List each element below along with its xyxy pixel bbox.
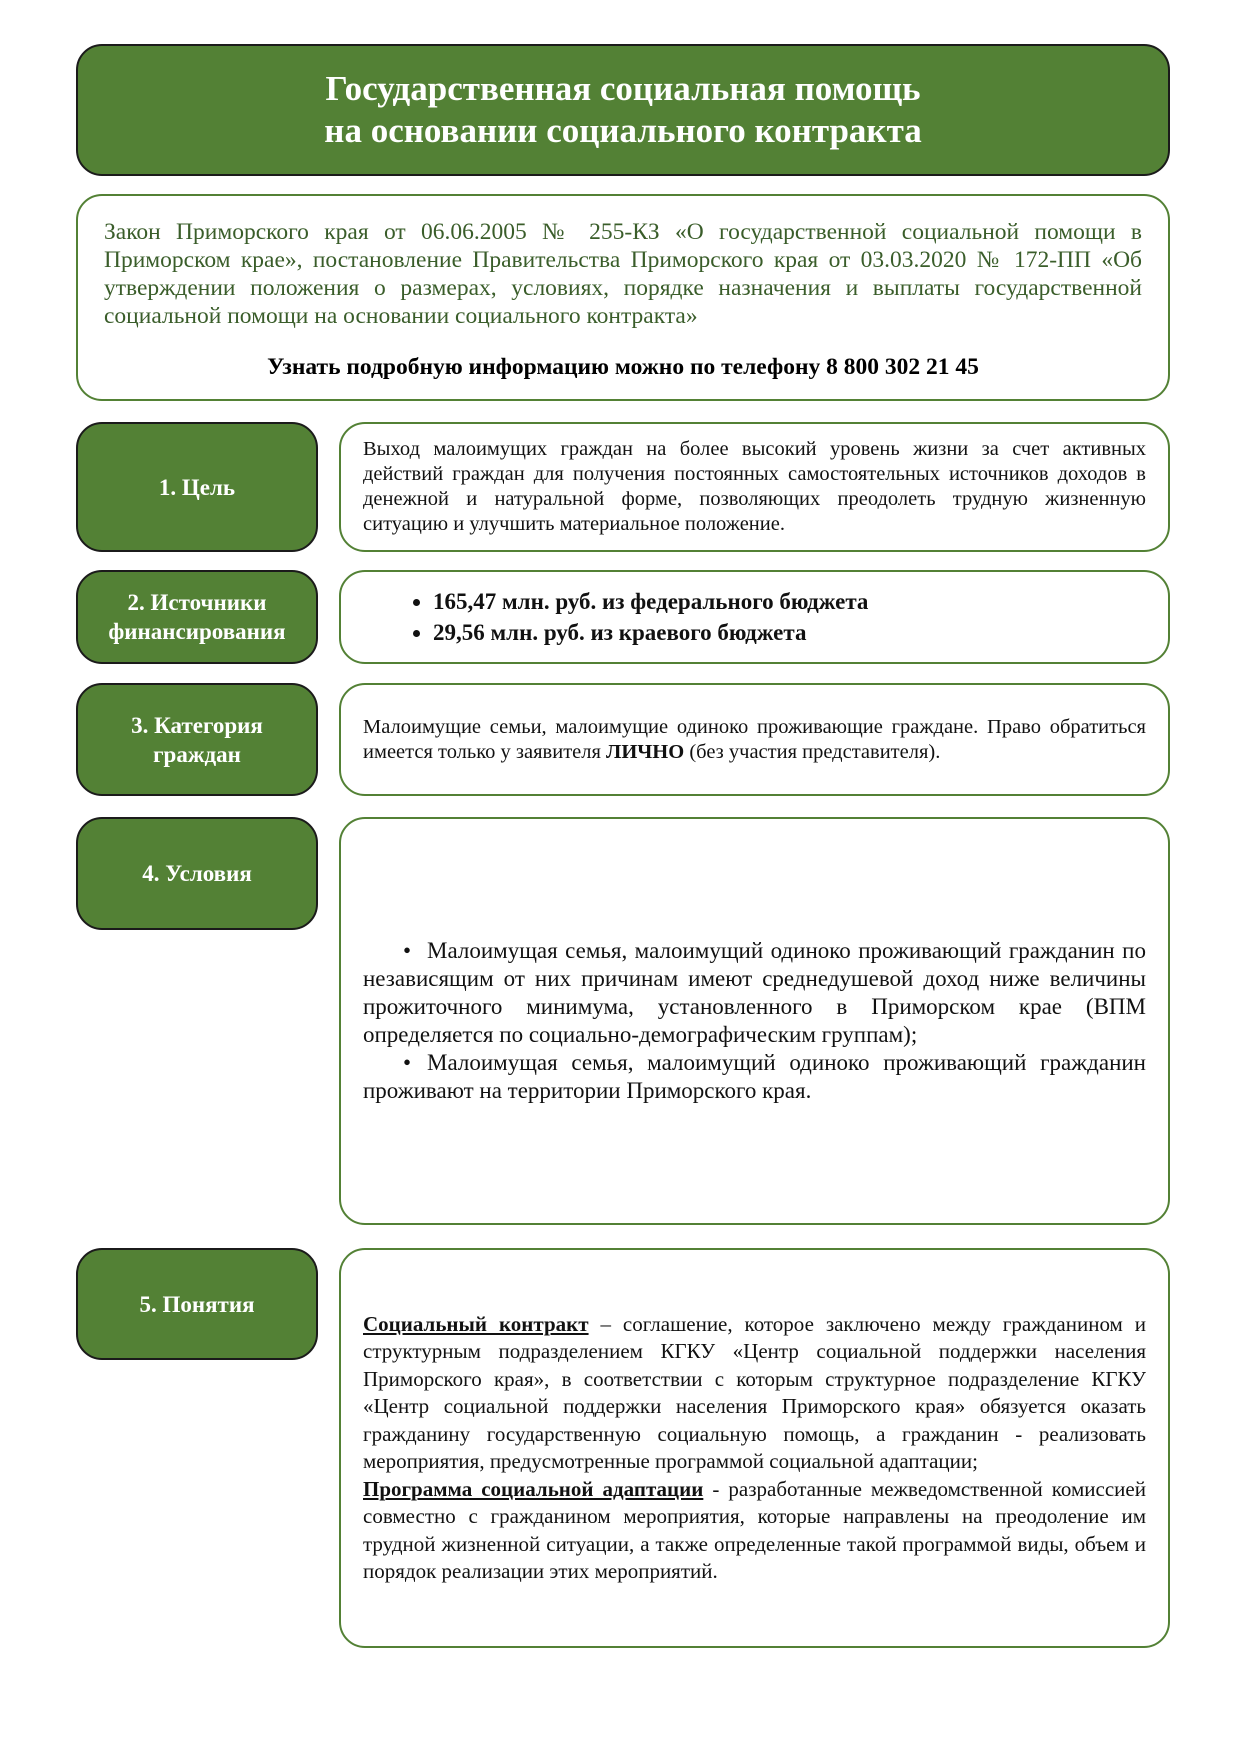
funding-label-line2: финансирования [108,619,286,644]
category-text-main: Малоимущие семьи, малоимущие одиноко проживающие граждане. Право обратиться имеется только у заявителя [363,715,1146,763]
funding-item-federal: • 165,47 млн. руб. из федерального бюджета [433,586,1146,617]
page-title-box [76,44,1170,176]
section-label-funding [76,570,318,664]
term-definition [363,1311,1146,1476]
section-label-goal [76,422,318,552]
goal-label-text: 1. Цель [158,474,236,500]
condition-item-text: Малоимущая семья, малоимущий одиноко проживающий гражданин по независящим от них причинам имеют среднедушевой доход ниже величины прожиточного минимума, установленного в Приморском крае (ВПМ определяется по социально-демографическим группам); [363,938,1146,1047]
category-text-emphasis: ЛИЧНО [606,740,685,763]
bullet-icon: • [403,1050,412,1075]
term-social-contract: Социальный контракт [363,1311,589,1336]
term-social-contract-definition: – соглашение, которое заключено между гражданином и структурным подразделением КГКУ «Центр социальной поддержки населения Приморского края», в соответствии с которым структурное подразделение КГКУ «Центр социальной поддержки населения Приморского края» обязуется оказать гражданину государственную социальную помощь, а гражданин - реализовать мероприятия, предусмотренные программой социальной адаптации; [363,1311,1147,1473]
conditions-label-text: 4. Условия [142,861,252,886]
section-content-conditions [339,817,1170,1225]
page-title-line1: Государственная социальная помощь [325,69,921,108]
section-label-category [76,683,318,796]
law-reference-text: Закон Приморского края от 06.06.2005 № 255-КЗ «О государственной социальной помощи в Приморском крае», постановление Правительства Приморского края от 03.03.2020 № 172-ПП «Об утверждении положения о размерах, условиях, порядке назначения и выплаты государственной социальной помощи на основании социального контракта» [104,219,1142,329]
category-text-tail: (без участия представителя). [684,740,941,763]
funding-item-regional: • 29,56 млн. руб. из краевого бюджета [433,617,1146,648]
term-adaptation-program-definition: - разработанные межведомственной комиссией совместно с гражданином мероприятия, которые направлены на преодоление им трудной жизненной ситуации, а также определенные такой программой виды, объем и порядок реализации этих мероприятий. [363,1476,1146,1583]
goal-text: Выход малоимущих граждан на более высокий уровень жизни за счет активных действий граждан для получения постоянных самостоятельных источников доходов в денежной и натуральной форме, позволяющих преодолеть трудную жизненную ситуацию и улучшить материальное положение. [363,438,1146,535]
law-info-box [76,194,1170,401]
section-label-terms [76,1248,318,1360]
funding-list [363,586,1146,648]
section-label-conditions [76,817,318,930]
term-adaptation-program: Программа социальной адаптации [363,1476,704,1501]
funding-label-line1: 2. Источники [127,590,267,615]
term-definition [363,1476,1146,1586]
phone-info: Узнать подробную информацию можно по телефону 8 800 302 21 45 [267,354,979,380]
section-content-terms [339,1248,1170,1648]
section-content-goal [339,422,1170,552]
section-content-category [339,683,1170,796]
condition-item-text: Малоимущая семья, малоимущий одиноко проживающий гражданин проживают на территории Приморского края. [363,1050,1146,1103]
bullet-icon: • [403,938,412,963]
section-content-funding [339,570,1170,664]
category-text [363,715,1146,765]
terms-label-text: 5. Понятия [139,1291,255,1317]
page-title-line2: на основании социального контракта [324,111,922,150]
category-label-line2: граждан [153,741,241,767]
category-label-line1: 3. Категория [131,712,263,738]
condition-item [363,1049,1146,1105]
condition-item [363,937,1146,1049]
